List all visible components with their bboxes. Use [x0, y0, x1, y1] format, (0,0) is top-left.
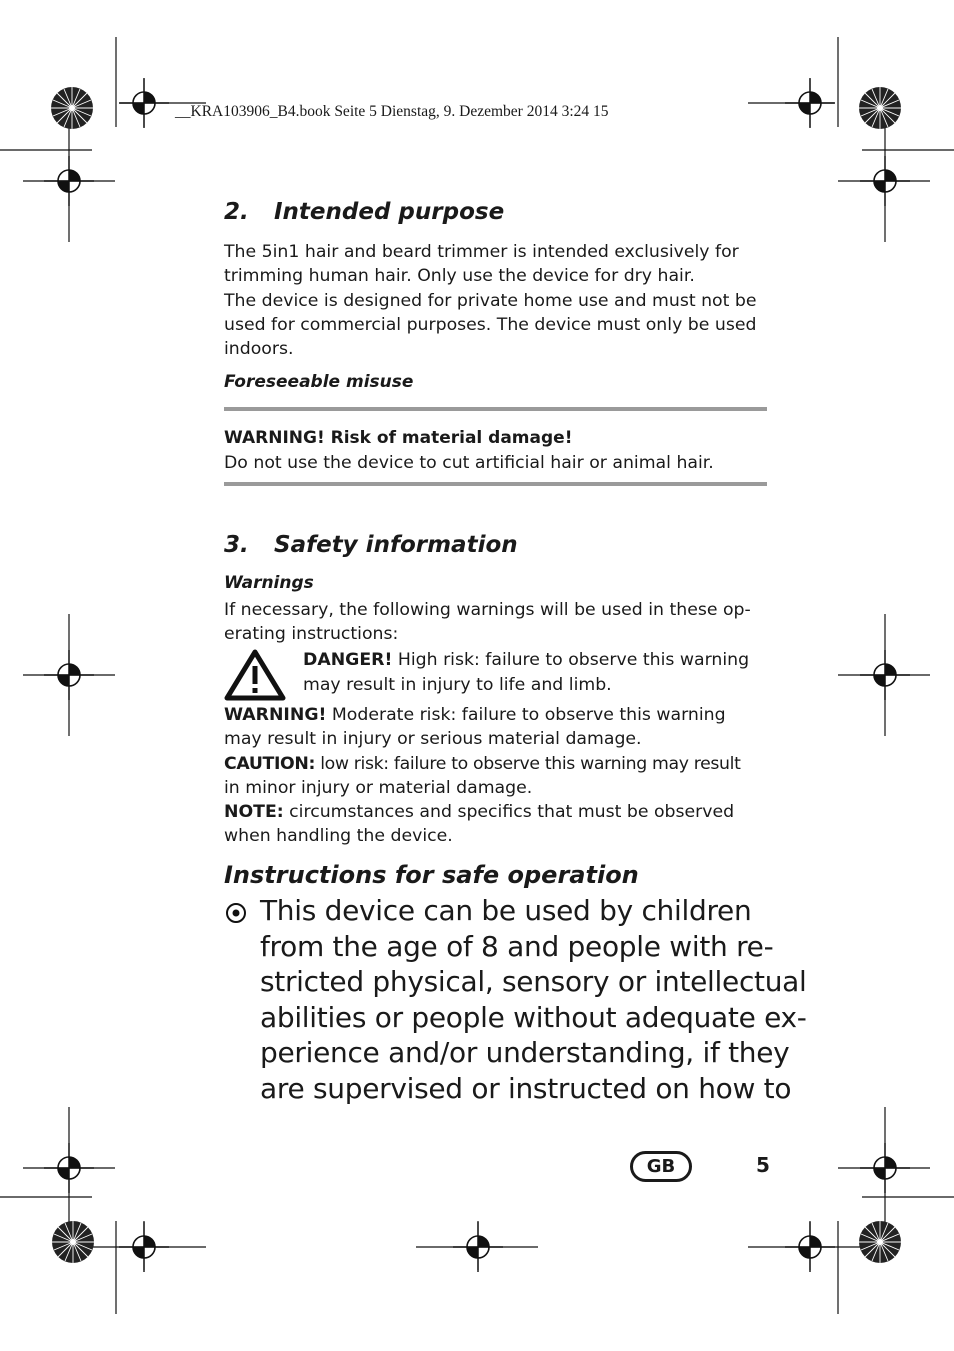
- text-line: The 5in1 hair and beard trimmer is intended exclusively for: [224, 242, 739, 262]
- caution-definition: [224, 752, 769, 776]
- safe-operation-heading: Instructions for safe operation: [224, 861, 639, 889]
- text-line: in minor injury or material damage.: [224, 777, 533, 798]
- text-line: erating instructions:: [224, 624, 399, 645]
- text-line: are supervised or instructed on how to: [260, 1071, 792, 1105]
- warning-definition: [224, 703, 769, 727]
- text-line: when handling the device.: [224, 826, 453, 847]
- print-header: __KRA103906_B4.book Seite 5 Dienstag, 9. Dezember 2014 3:24 15: [175, 103, 609, 120]
- text-line: abilities or people without adequate ex-: [260, 1000, 807, 1034]
- text-line: The device is designed for private home use and must not be: [224, 290, 757, 311]
- note-definition: [224, 800, 769, 824]
- warnings-intro: [224, 598, 769, 647]
- text-line: If necessary, the following warnings will be used in these op-: [224, 600, 751, 620]
- section-title: Safety information: [274, 532, 518, 558]
- caution-label: CAUTION:: [224, 753, 316, 774]
- text-line: perience and/or understanding, if they: [260, 1036, 790, 1069]
- text-line: low risk: failure to observe this warning may result: [315, 753, 741, 774]
- text-line: may result in injury or serious material damage.: [224, 729, 642, 750]
- text-line: used for commercial purposes. The device must only be used: [224, 314, 757, 335]
- foreseeable-misuse-heading: Foreseeable misuse: [224, 372, 414, 392]
- text-line: trimming human hair. Only use the device for dry hair.: [224, 266, 695, 287]
- warning-triangle-icon: [224, 649, 286, 701]
- text-line: indoors.: [224, 339, 294, 360]
- danger-description: [303, 648, 773, 698]
- section-number: 3.: [224, 532, 249, 558]
- warning-box-bottom-rule: [224, 482, 767, 486]
- note-label: NOTE:: [224, 802, 284, 823]
- warning-box-text: Do not use the device to cut artificial hair or animal hair.: [224, 453, 714, 473]
- section-heading-safety-information: [224, 532, 518, 558]
- warning-box-title: WARNING! Risk of material damage!: [224, 428, 573, 448]
- safety-bullet-text: [260, 893, 807, 1106]
- warning-box-top-rule: [224, 407, 767, 411]
- text-line: circumstances and specifics that must be observed: [283, 802, 735, 823]
- section-number: 2.: [224, 199, 249, 225]
- text-line: High risk: failure to observe this warning: [392, 650, 750, 670]
- section-heading-intended-purpose: [224, 199, 504, 225]
- text-line: stricted physical, sensory or intellectual: [260, 965, 807, 998]
- text-line: may result in injury to life and limb.: [303, 675, 612, 695]
- language-badge: GB: [630, 1151, 692, 1182]
- text-line: This device can be used by children: [260, 894, 752, 927]
- text-line: from the age of 8 and people with re-: [260, 929, 774, 963]
- warning-label: WARNING!: [224, 705, 327, 725]
- intended-purpose-text: [224, 240, 769, 361]
- warnings-heading: Warnings: [224, 573, 314, 593]
- circle-dot-icon: [225, 902, 247, 924]
- danger-label: DANGER!: [303, 650, 393, 670]
- section-title: Intended purpose: [274, 199, 505, 225]
- page-number: 5: [756, 1153, 770, 1177]
- text-line: Moderate risk: failure to observe this warning: [326, 705, 726, 725]
- signal-word-definitions: [224, 703, 769, 849]
